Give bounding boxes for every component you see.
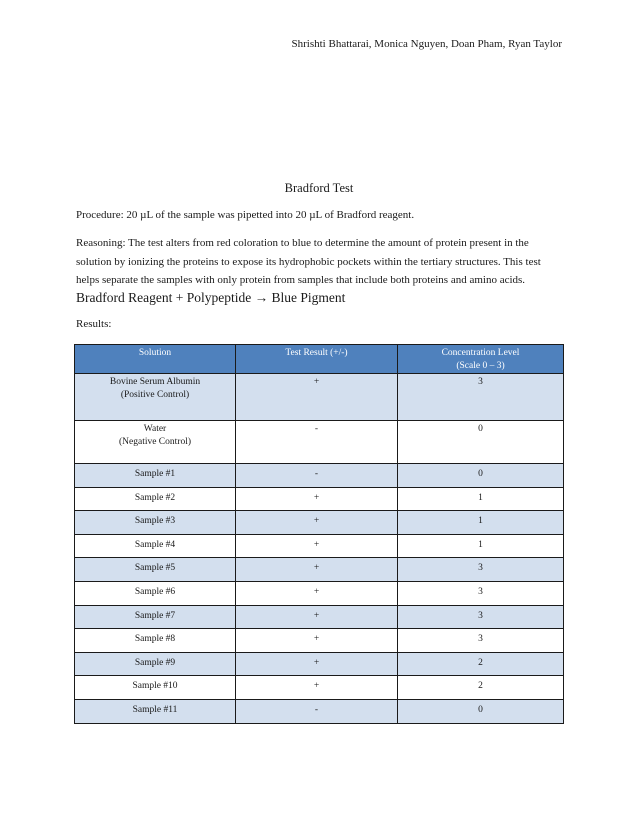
cell-solution: Water (Negative Control) — [75, 421, 236, 464]
reasoning-text: Reasoning: The test alters from red coloration to blue to determine the amount of protein present in the solution by ionizing the proteins to expose its hydrophobic pockets within the tertiary structures. This test helps separate the samples with only protein from samples that include both proteins and amino acids. — [76, 237, 541, 286]
cell-test-result: + — [236, 534, 398, 558]
cell-concentration: 3 — [398, 581, 564, 605]
arrow-icon: → — [254, 290, 269, 305]
cell-solution: Sample #4 — [75, 534, 236, 558]
cell-concentration: 3 — [398, 374, 564, 421]
header-test-result: Test Result (+/-) — [236, 345, 398, 374]
cell-solution: Sample #7 — [75, 605, 236, 629]
table-row — [75, 464, 564, 488]
table-row — [75, 605, 564, 629]
cell-test-result: + — [236, 652, 398, 676]
table-row — [75, 558, 564, 582]
table-row — [75, 487, 564, 511]
cell-test-result: + — [236, 487, 398, 511]
cell-concentration: 3 — [398, 605, 564, 629]
cell-concentration: 0 — [398, 464, 564, 488]
table-row — [75, 629, 564, 653]
cell-concentration: 3 — [398, 629, 564, 653]
table-row — [75, 421, 564, 464]
cell-solution: Sample #9 — [75, 652, 236, 676]
table-header-row — [75, 345, 564, 374]
cell-test-result: + — [236, 629, 398, 653]
cell-concentration: 1 — [398, 511, 564, 535]
procedure-text: Procedure: 20 µL of the sample was pipetted into 20 µL of Bradford reagent. — [76, 209, 415, 221]
table-row — [75, 581, 564, 605]
cell-test-result: + — [236, 374, 398, 421]
cell-test-result: + — [236, 558, 398, 582]
header-solution: Solution — [75, 345, 236, 374]
table-row — [75, 652, 564, 676]
cell-concentration: 1 — [398, 487, 564, 511]
cell-test-result: + — [236, 511, 398, 535]
cell-concentration: 2 — [398, 676, 564, 700]
cell-solution: Sample #2 — [75, 487, 236, 511]
cell-solution: Bovine Serum Albumin (Positive Control) — [75, 374, 236, 421]
cell-solution: Sample #6 — [75, 581, 236, 605]
cell-solution: Sample #5 — [75, 558, 236, 582]
table-row — [75, 676, 564, 700]
table-row — [75, 511, 564, 535]
cell-concentration: 1 — [398, 534, 564, 558]
cell-solution: Sample #10 — [75, 676, 236, 700]
table-row — [75, 534, 564, 558]
cell-test-result: - — [236, 464, 398, 488]
reaction-equation — [76, 290, 345, 306]
cell-concentration: 0 — [398, 699, 564, 723]
cell-solution: Sample #1 — [75, 464, 236, 488]
cell-test-result: - — [236, 699, 398, 723]
table-row — [75, 374, 564, 421]
cell-concentration: 2 — [398, 652, 564, 676]
table-row — [75, 699, 564, 723]
cell-test-result: + — [236, 676, 398, 700]
equation-product: Blue Pigment — [271, 290, 346, 305]
header-concentration: Concentration Level (Scale 0 – 3) — [398, 345, 564, 374]
cell-test-result: + — [236, 581, 398, 605]
cell-solution: Sample #8 — [75, 629, 236, 653]
cell-test-result: + — [236, 605, 398, 629]
cell-solution: Sample #11 — [75, 699, 236, 723]
equation-reactants: Bradford Reagent + Polypeptide — [76, 290, 252, 305]
cell-concentration: 0 — [398, 421, 564, 464]
cell-concentration: 3 — [398, 558, 564, 582]
results-table — [74, 344, 564, 724]
cell-test-result: - — [236, 421, 398, 464]
cell-solution: Sample #3 — [75, 511, 236, 535]
results-label: Results: — [76, 318, 112, 330]
author-header: Shrishti Bhattarai, Monica Nguyen, Doan Pham, Ryan Taylor — [291, 38, 562, 50]
page-title: Bradford Test — [284, 181, 354, 195]
